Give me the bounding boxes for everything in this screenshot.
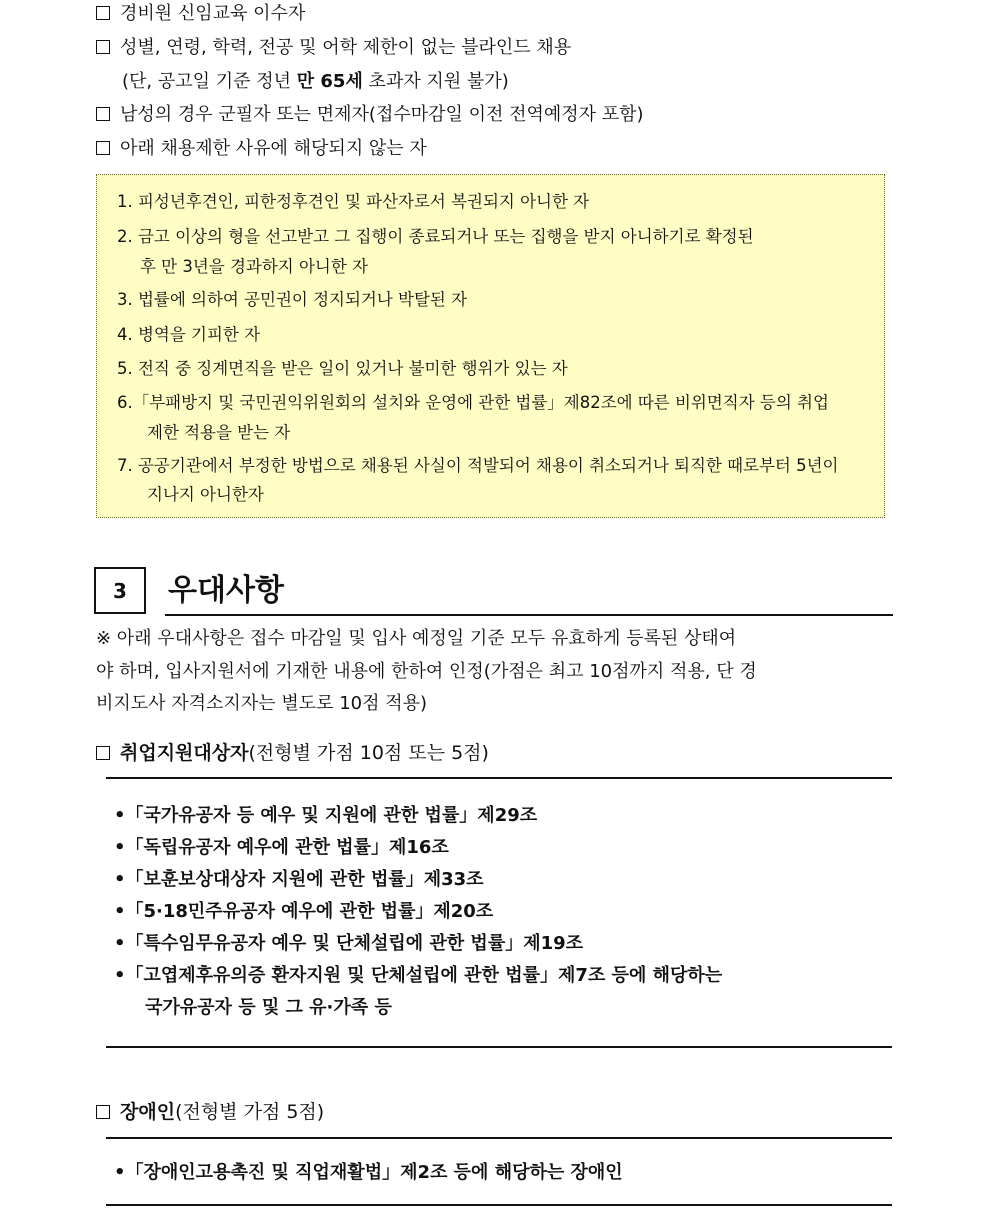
disabled-heading: [96, 1101, 324, 1123]
checkbox-icon: [96, 746, 110, 760]
law-item: •「국가유공자 등 예우 및 지원에 관한 법률」제29조: [114, 805, 538, 826]
restriction-item: 6.「부패방지 및 국민권익위원회의 설치와 운영에 관한 법률」제82조에 따른 비위면직자 등의 취업: [117, 393, 829, 412]
notice-line: 야 하며, 입사지원서에 기재한 내용에 한하여 인정(가점은 최고 10점까지 적용, 단 경: [96, 661, 757, 682]
employment-support-heading: [96, 742, 489, 764]
divider: [106, 1046, 892, 1048]
law-item: •「독립유공자 예우에 관한 법률」제16조: [114, 837, 449, 858]
law-item: •「보훈보상대상자 지원에 관한 법률」제33조: [114, 869, 484, 890]
requirement-item: [96, 104, 644, 126]
checkbox-icon: [96, 141, 110, 155]
restriction-item: 1. 피성년후견인, 피한정후견인 및 파산자로서 복권되지 아니한 자: [117, 192, 590, 211]
disabled-title: 장애인: [120, 1101, 176, 1123]
requirement-item: [96, 138, 427, 160]
age-note-suffix: 초과자 지원 불가): [362, 71, 509, 92]
restriction-item: 3. 법률에 의하여 공민권이 정지되거나 박탈된 자: [117, 290, 468, 309]
section-number: 3: [94, 567, 146, 614]
restriction-item: 5. 전직 중 징계면직을 받은 일이 있거나 불미한 행위가 있는 자: [117, 359, 568, 378]
law-item-cont: 국가유공자 등 및 그 유·가족 등: [145, 997, 392, 1018]
requirement-text: 남성의 경우 군필자 또는 면제자(접수마감일 이전 전역예정자 포함): [120, 104, 644, 125]
restriction-item-cont: 제한 적용을 받는 자: [147, 423, 291, 442]
age-note: [122, 71, 509, 93]
restriction-item: 2. 금고 이상의 형을 선고받고 그 집행이 종료되거나 또는 집행을 받지 아니하기로 확정된: [117, 227, 754, 246]
requirement-text: 아래 채용제한 사유에 해당되지 않는 자: [120, 138, 427, 159]
restriction-item: 7. 공공기관에서 부정한 방법으로 채용된 사실이 적발되어 채용이 취소되거나 퇴직한 때로부터 5년이: [117, 456, 839, 475]
restriction-item-cont: 지나지 아니한자: [147, 485, 264, 504]
requirement-item: [96, 37, 571, 59]
age-note-bold: 만 65세: [296, 71, 363, 92]
employment-support-points: (전형별 가점 10점 또는 5점): [248, 742, 489, 764]
checkbox-icon: [96, 1105, 110, 1119]
section-title: 우대사항: [168, 573, 284, 608]
restriction-item-cont: 후 만 3년을 경과하지 아니한 자: [140, 257, 368, 276]
law-item: •「5·18민주유공자 예우에 관한 법률」제20조: [114, 901, 494, 922]
law-item: •「장애인고용촉진 및 직업재활법」제2조 등에 해당하는 장애인: [114, 1162, 623, 1183]
employment-support-title: 취업지원대상자: [120, 742, 249, 764]
checkbox-icon: [96, 6, 110, 20]
age-note-prefix: (단, 공고일 기준 정년: [122, 71, 297, 92]
divider: [106, 1204, 892, 1206]
checkbox-icon: [96, 40, 110, 54]
requirement-text: 성별, 연령, 학력, 전공 및 어학 제한이 없는 블라인드 채용: [120, 37, 572, 58]
notice-line: 비지도사 자격소지자는 별도로 10점 적용): [96, 693, 428, 714]
requirement-text: 경비원 신임교육 이수자: [120, 3, 306, 24]
divider: [106, 777, 892, 779]
checkbox-icon: [96, 107, 110, 121]
section-title-underline: [165, 614, 893, 616]
requirement-item: [96, 3, 305, 25]
law-item: •「고엽제후유의증 환자지원 및 단체설립에 관한 법률」제7조 등에 해당하는: [114, 965, 723, 986]
divider: [106, 1137, 892, 1139]
restrictions-box: [96, 174, 885, 518]
disabled-points: (전형별 가점 5점): [175, 1101, 325, 1123]
law-item: •「특수임무유공자 예우 및 단체설립에 관한 법률」제19조: [114, 933, 584, 954]
restriction-item: 4. 병역을 기피한 자: [117, 325, 261, 344]
notice-line: ※ 아래 우대사항은 접수 마감일 및 입사 예정일 기준 모두 유효하게 등록된 상태여: [96, 628, 737, 649]
